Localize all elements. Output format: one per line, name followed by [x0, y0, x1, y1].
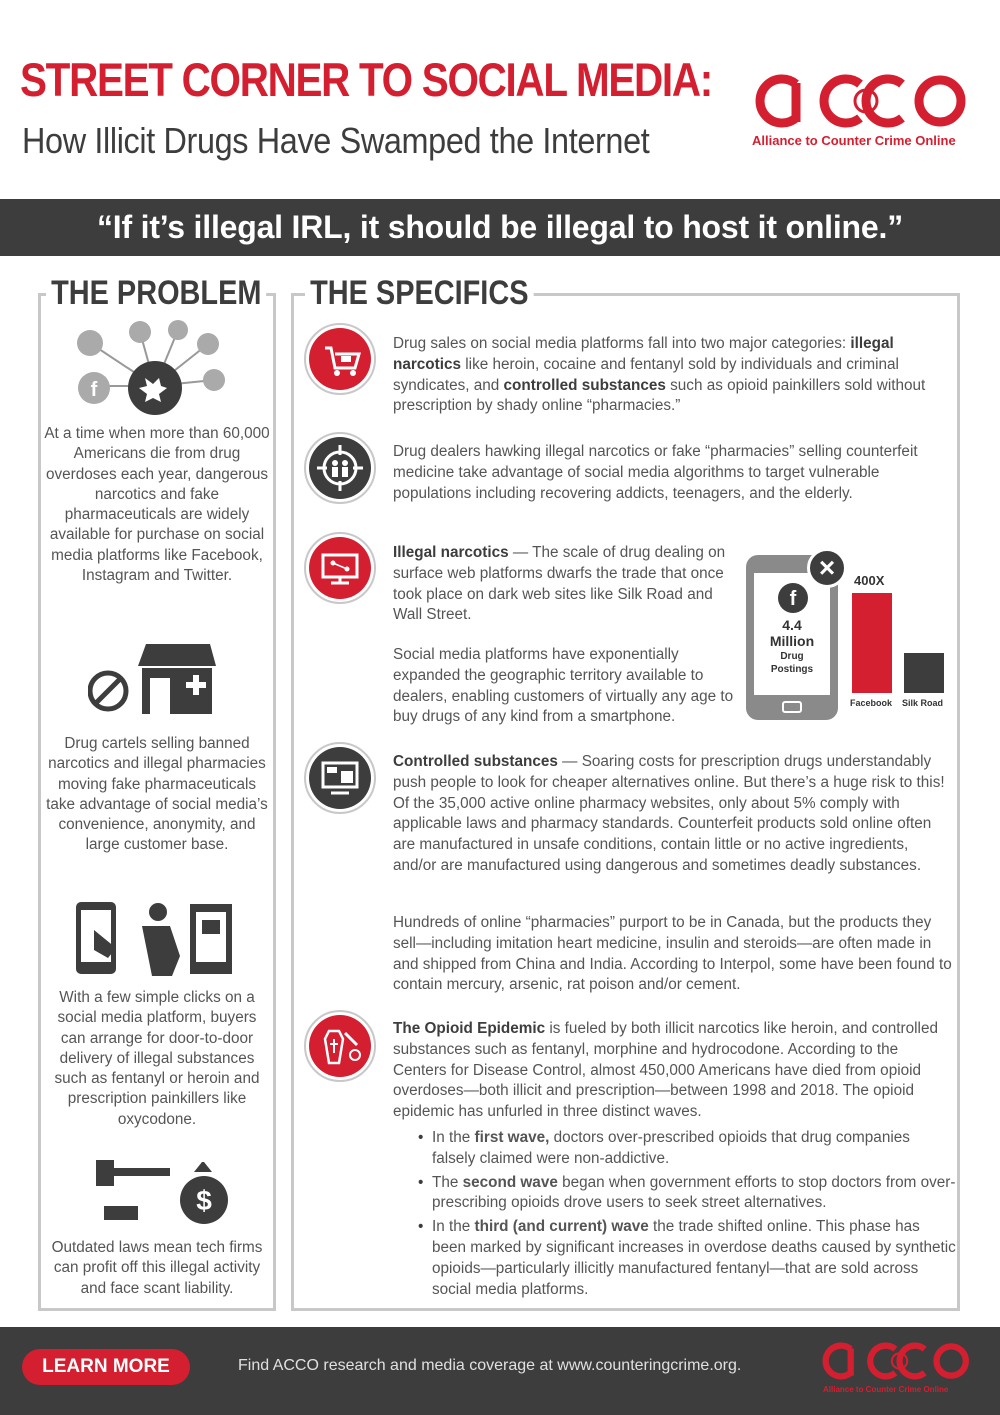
acco-logo-icon: [752, 70, 967, 132]
bar-silk-road: [904, 653, 944, 693]
page-subtitle: How Illicit Drugs Have Swamped the Internet: [22, 120, 650, 161]
footer-text: Find ACCO research and media coverage at www.counteringcrime.org.: [238, 1357, 742, 1374]
bar-facebook: [852, 593, 892, 693]
problem-text-3: With a few simple clicks on a social media platform, buyers can arrange for door-to-door delivery of illegal substances such as fentanyl or heroin and prescription painkillers like oxycodone.: [54, 989, 260, 1128]
specifics-text-5: The Opioid Epidemic is fueled by both illicit narcotics like heroin, and controlled substances such as fentanyl, morphine and hydrocodone. According to the Centers for Disease Control, almost 450,000 Americans have died from opioid overdoses—both illicit and prescription—between 1998 and 2018. The opioid epidemic has unfurled in three distinct waves.: [393, 1020, 938, 1121]
problem-text-4: Outdated laws mean tech firms can profit off this illegal activity and face scant liability.: [51, 1239, 263, 1297]
list-item: • The second wave began when government efforts to stop doctors from over-prescribing opioids drove users to seek street alternatives.: [418, 1173, 956, 1215]
bar-label: Facebook: [850, 698, 893, 708]
svg-text:$: $: [196, 1185, 212, 1216]
problem-text-2: Drug cartels selling banned narcotics and illegal pharmacies moving fake pharmaceuticals take advantage of social media’s convenience, anonymity, and large customer base.: [46, 735, 268, 854]
opioid-waves-list: [418, 1128, 956, 1303]
gavel-money-bag-icon: [90, 1156, 235, 1226]
problem-text-1: At a time when more than 60,000 Americans die from drug overdoses each year, dangerous narcotics and fake pharmaceuticals are widely available for purchase on social media platforms like Facebook, Instagram and Twitter.: [44, 425, 270, 585]
learn-more-button[interactable]: LEARN MORE: [22, 1349, 190, 1385]
specifics-heading: THE SPECIFICS: [305, 274, 534, 313]
acco-logo[interactable]: [752, 70, 982, 150]
close-x-icon: ×: [807, 548, 847, 588]
quote-banner: [0, 199, 1000, 256]
bar-value-label: 400X: [854, 573, 885, 588]
stat-line-2: Postings: [770, 664, 814, 675]
logo-caption: Alliance to Counter Crime Online: [752, 133, 956, 148]
specifics-text-3: Illegal narcotics — The scale of drug dealing on surface web platforms dwarfs the trade that once took place on dark web sites like Silk Road and Wall Street.: [393, 544, 726, 624]
monitor-network-icon: [309, 537, 371, 599]
target-people-icon: [309, 437, 371, 499]
list-item: • In the first wave, doctors over-prescribed opioids that drug companies falsely claimed were non-addictive.: [418, 1128, 956, 1170]
acco-logo-icon[interactable]: [820, 1339, 970, 1383]
quote-text: “If it’s illegal IRL, it should be illegal to host it online.”: [96, 209, 903, 245]
stat-value: 4.4: [782, 617, 802, 633]
problem-heading: THE PROBLEM: [46, 274, 267, 313]
drug-cart-icon: [309, 328, 371, 390]
footer: [0, 1327, 1000, 1415]
svg-text:f: f: [90, 379, 98, 401]
coffin-needle-icon: [309, 1015, 371, 1077]
online-order-delivery-icon: [72, 898, 242, 978]
page-title: STREET CORNER TO SOCIAL MEDIA:: [20, 53, 712, 106]
specifics-text-2: Drug dealers hawking illegal narcotics or fake “pharmacies” selling counterfeit medicine take advantage of social media algorithms to target vulnerable populations including recovering addicts, teenagers, and the elderly.: [393, 443, 918, 502]
online-pharmacy-icon: [309, 747, 371, 809]
phone-screen: [754, 573, 830, 695]
specifics-text-4b: Hundreds of online “pharmacies” purport to be in Canada, but the products they sell—including imitation heart medicine, insulin and steroids—are often made in and shipped from China and India. According to Interpol, some have been found to contain mercury, arsenic, rat poison and/or cement.: [393, 914, 952, 994]
specifics-text-3b: Social media platforms have exponentially expanded the geographic territory available to dealers, enabling customers of virtually any age to buy drugs of any kind from a smartphone.: [393, 646, 734, 726]
specifics-text-4: Controlled substances — Soaring costs for prescription drugs understandably push people to look for cheaper alternatives online. But there’s a huge risk to this! Of the 35,000 active online pharmacy websites, only about 5% comply with applicable laws and pharmacy standards. Counterfeit products sold online often are manufactured in unsafe conditions, contain little or no active ingredients, and/or are manufactured using dangerous and sometimes deadly substances.: [393, 753, 945, 874]
header: [0, 0, 1000, 200]
stat-line-1: Drug: [780, 651, 804, 662]
pharmacy-storefront-icon: [88, 638, 218, 718]
social-network-icon: [62, 318, 232, 418]
specifics-text-1: Drug sales on social media platforms fall into two major categories: illegal narcotics like heroin, cocaine and fentanyl sold by individuals and criminal syndicates, and controlled substances such as opioid painkillers sold without prescription by shady online “pharmacies.”: [393, 335, 926, 415]
facebook-icon: f: [778, 583, 808, 613]
footer-logo-caption: Alliance to Counter Crime Online: [823, 1385, 949, 1394]
bar-label: Silk Road: [902, 698, 944, 708]
stat-unit: Million: [769, 633, 815, 649]
phone-home-button: [782, 701, 802, 713]
list-item: • In the third (and current) wave the trade shifted online. This phase has been marked by significant increases in overdose deaths caused by synthetic opioids—particularly illicitly manufactured fentanyl—that are sold across social media platforms.: [418, 1217, 956, 1300]
